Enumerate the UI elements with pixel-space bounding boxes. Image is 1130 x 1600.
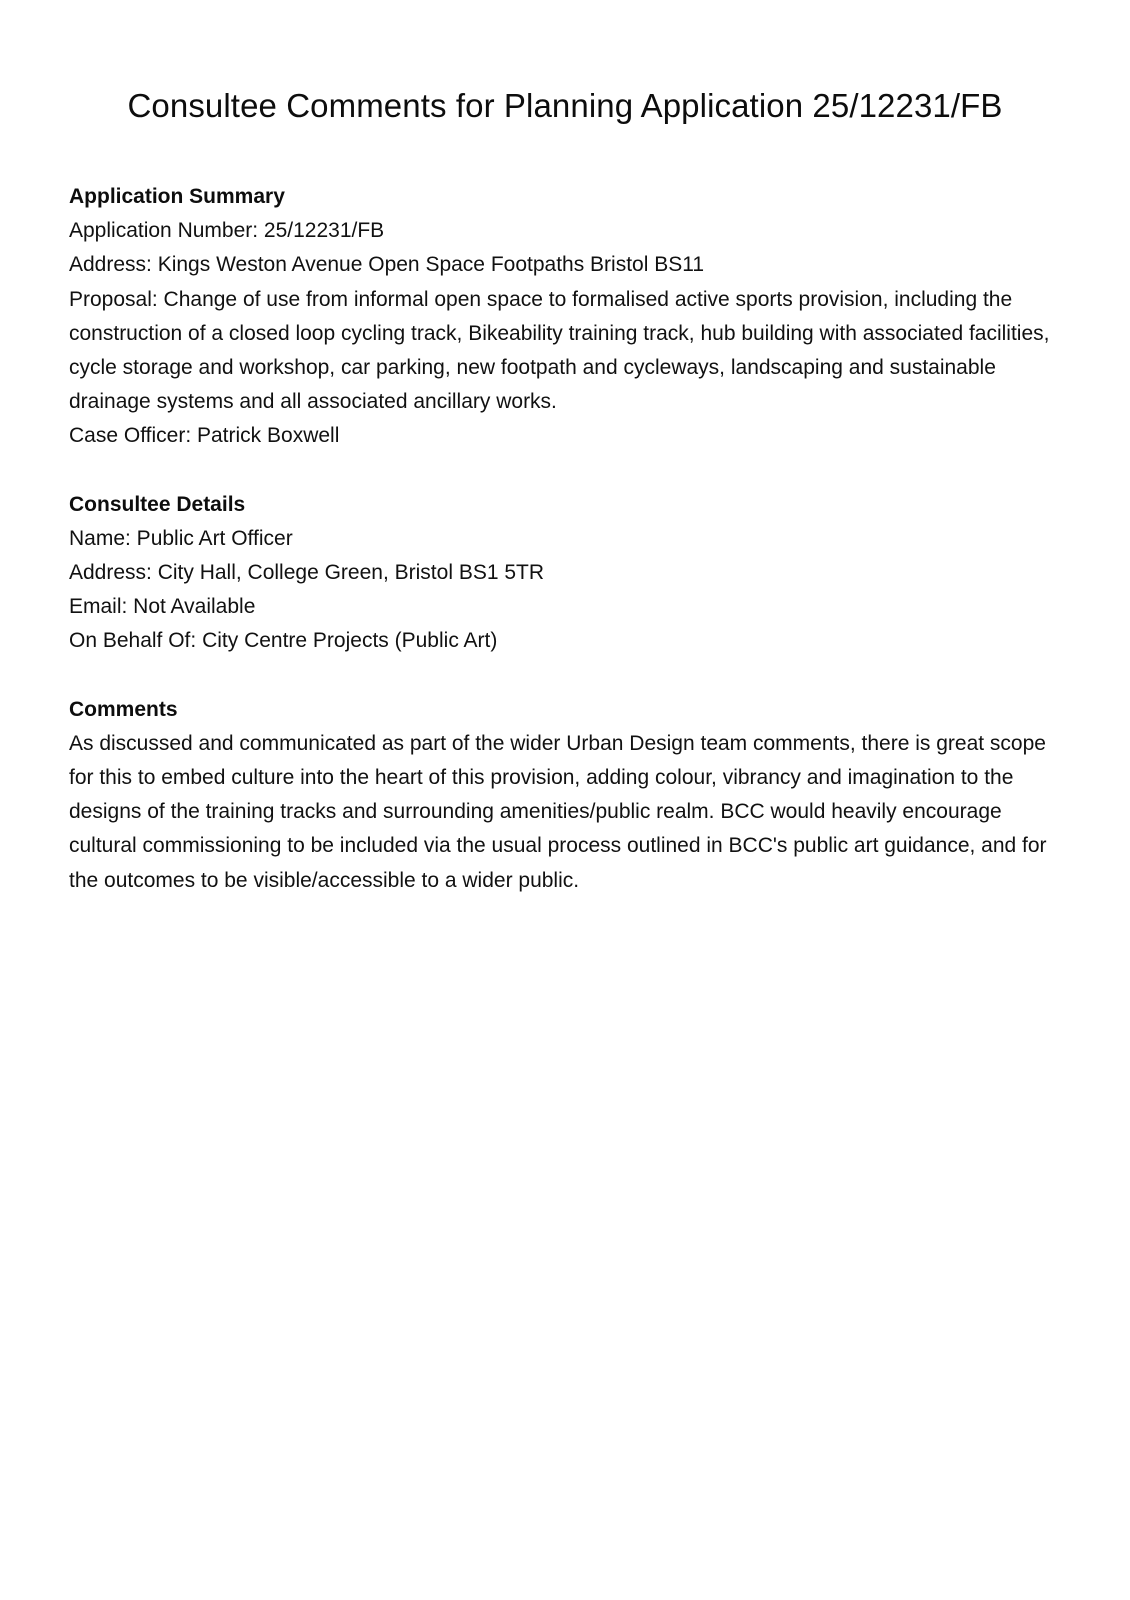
application-summary-heading: Application Summary (69, 185, 285, 208)
document-title: Consultee Comments for Planning Application 25/12231/FB (127, 87, 1003, 124)
consultee-details-heading: Consultee Details (69, 492, 246, 516)
application-address: Address: Kings Weston Avenue Open Space Footpaths Bristol BS11 (69, 253, 705, 277)
application-number: Application Number: 25/12231/FB (69, 219, 385, 243)
consultee-address: Address: City Hall, College Green, Bristol BS1 5TR (69, 561, 545, 585)
case-officer: Case Officer: Patrick Boxwell (69, 424, 340, 448)
application-summary-section (69, 180, 1069, 454)
consultee-name: Name: Public Art Officer (69, 526, 293, 550)
consultee-email: Email: Not Available (69, 595, 256, 619)
consultee-details-section (69, 488, 1069, 659)
document-body (69, 180, 1069, 932)
comments-section (69, 693, 1069, 898)
consultee-on-behalf-of: On Behalf Of: City Centre Projects (Public Art) (69, 629, 498, 653)
comments-heading: Comments (69, 697, 178, 721)
comments-text: As discussed and communicated as part of the wider Urban Design team comments, there is great scope for this to embed culture into the heart of this provision, adding colour, vibrancy and imagination to the designs of the training tracks and surrounding amenities/public realm. BCC would heavily encourage cultural commissioning to be included via the usual process outlined in BCC's public art guidance, and for the outcomes to be visible/accessible to a wider public. (69, 731, 1047, 892)
application-proposal: Proposal: Change of use from informal open space to formalised active sports provision, including the construction of a closed loop cycling track, Bikeability training track, hub building with associated facilities, cycle storage and workshop, car parking, new footpath and cycleways, landscaping and sustainable drainage systems and all associated ancillary works. (69, 287, 1050, 414)
